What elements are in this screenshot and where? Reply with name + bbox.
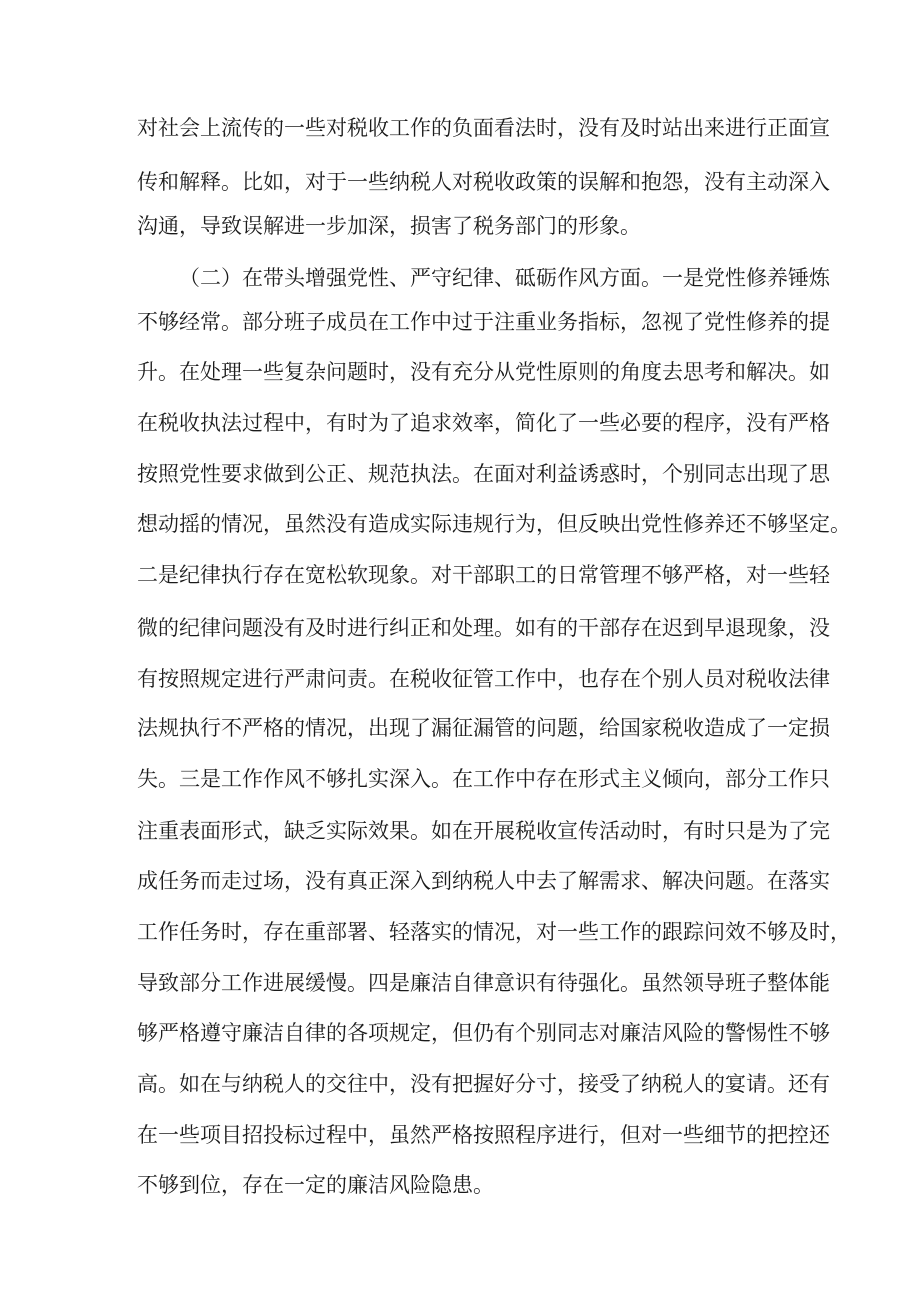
text-line: 法规执行不严格的情况，出现了漏征漏管的问题，给国家税收造成了一定损 [137, 716, 830, 740]
text-line: 注重表面形式，缺乏实际效果。如在开展税收宣传活动时，有时只是为了完 [137, 819, 830, 843]
text-line: 不够到位，存在一定的廉洁风险隐患。 [137, 1173, 494, 1197]
text-line: 够严格遵守廉洁自律的各项规定，但仍有个别同志对廉洁风险的警惕性不够 [137, 1021, 830, 1045]
text-line: 导致部分工作进展缓慢。四是廉洁自律意识有待强化。虽然领导班子整体能 [137, 971, 830, 995]
text-line: 对社会上流传的一些对税收工作的负面看法时，没有及时站出来进行正面宣 [137, 116, 830, 140]
text-line: 二是纪律执行存在宽松软现象。对干部职工的日常管理不够严格，对一些轻 [137, 563, 830, 587]
text-line: 不够经常。部分班子成员在工作中过于注重业务指标，忽视了党性修养的提 [137, 310, 830, 334]
text-line: 成任务而走过场，没有真正深入到纳税人中去了解需求、解决问题。在落实 [137, 869, 830, 893]
text-line: 想动摇的情况，虽然没有造成实际违规行为，但反映出党性修养还不够坚定。 [137, 512, 851, 536]
text-line: 升。在处理一些复杂问题时，没有充分从党性原则的角度去思考和解决。如 [137, 360, 830, 384]
text-line: 在一些项目招投标过程中，虽然严格按照程序进行，但对一些细节的把控还 [137, 1123, 830, 1147]
text-line: 高。如在与纳税人的交往中，没有把握好分寸，接受了纳税人的宴请。还有 [137, 1072, 830, 1096]
text-line: 在税收执法过程中，有时为了追求效率，简化了一些必要的程序，没有严格 [137, 411, 830, 435]
section-heading-line: （二）在带头增强党性、严守纪律、砥砺作风方面。一是党性修养锤炼 [179, 266, 830, 290]
text-line: 微的纪律问题没有及时进行纠正和处理。如有的干部存在迟到早退现象，没 [137, 616, 830, 640]
text-line: 传和解释。比如，对于一些纳税人对税收政策的误解和抱怨，没有主动深入 [137, 170, 830, 194]
text-line: 按照党性要求做到公正、规范执法。在面对利益诱惑时，个别同志出现了思 [137, 462, 830, 486]
text-line: 失。三是工作作风不够扎实深入。在工作中存在形式主义倾向，部分工作只 [137, 767, 830, 791]
text-line: 沟通，导致误解进一步加深，损害了税务部门的形象。 [137, 214, 641, 238]
text-line: 工作任务时，存在重部署、轻落实的情况，对一些工作的跟踪问效不够及时， [137, 920, 851, 944]
text-line: 有按照规定进行严肃问责。在税收征管工作中，也存在个别人员对税收法律 [137, 667, 830, 691]
